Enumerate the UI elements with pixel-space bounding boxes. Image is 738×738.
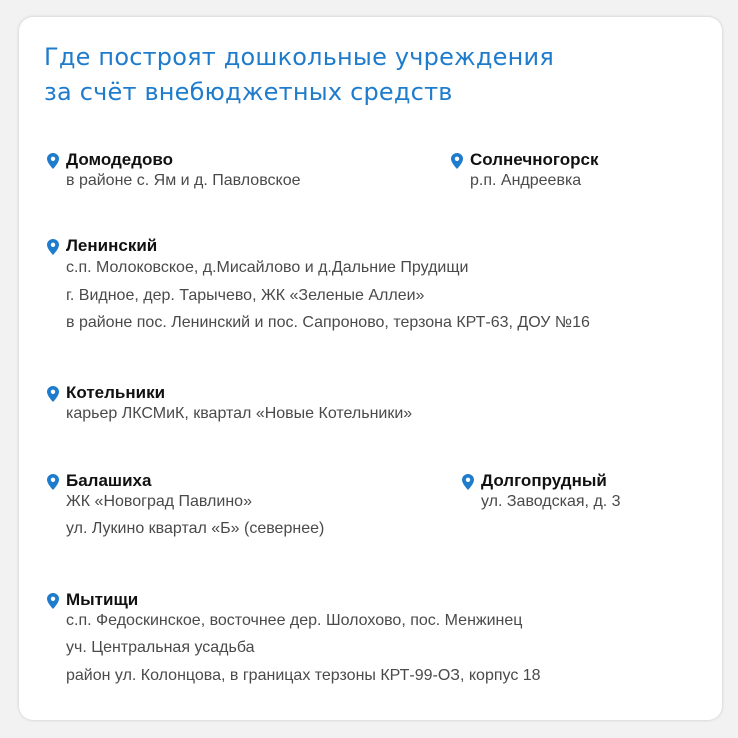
location-detail: с.п. Молоковское, д.Мисайлово и д.Дальние Прудищи <box>66 259 469 276</box>
location-name: Солнечногорск <box>470 150 599 169</box>
location-detail: в районе с. Ям и д. Павловское <box>66 172 301 189</box>
location-detail: г. Видное, дер. Тарычево, ЖК «Зеленые Аллеи» <box>66 287 425 304</box>
map-pin-icon <box>47 474 59 490</box>
location-name: Балашиха <box>66 471 152 490</box>
page-title <box>44 40 554 110</box>
title-line: Где построят дошкольные учреждения <box>44 43 554 71</box>
location-detail: в районе пос. Ленинский и пос. Сапроново, терзона КРТ-63, ДОУ №16 <box>66 314 590 331</box>
title-line: за счёт внебюджетных средств <box>44 78 453 106</box>
location-detail: с.п. Федоскинское, восточнее дер. Шолохово, пос. Менжинец <box>66 612 523 629</box>
map-pin-icon <box>47 386 59 402</box>
map-pin-icon <box>462 474 474 490</box>
location-detail: ЖК «Новоград Павлино» <box>66 493 252 510</box>
location-name: Мытищи <box>66 590 139 609</box>
map-pin-icon <box>47 239 59 255</box>
location-name: Котельники <box>66 383 166 402</box>
location-detail: р.п. Андреевка <box>470 172 582 189</box>
location-detail: уч. Центральная усадьба <box>66 639 255 656</box>
location-detail: ул. Лукино квартал «Б» (севернее) <box>66 520 325 537</box>
location-name: Долгопрудный <box>481 471 607 490</box>
map-pin-icon <box>47 593 59 609</box>
location-detail: район ул. Колонцова, в границах терзоны КРТ-99-ОЗ, корпус 18 <box>66 667 541 684</box>
map-pin-icon <box>47 153 59 169</box>
map-pin-icon <box>451 153 463 169</box>
location-name: Домодедово <box>66 150 174 169</box>
location-detail: карьер ЛКСМиК, квартал «Новые Котельники» <box>66 405 413 422</box>
location-name: Ленинский <box>66 236 158 255</box>
location-detail: ул. Заводская, д. 3 <box>481 493 621 510</box>
